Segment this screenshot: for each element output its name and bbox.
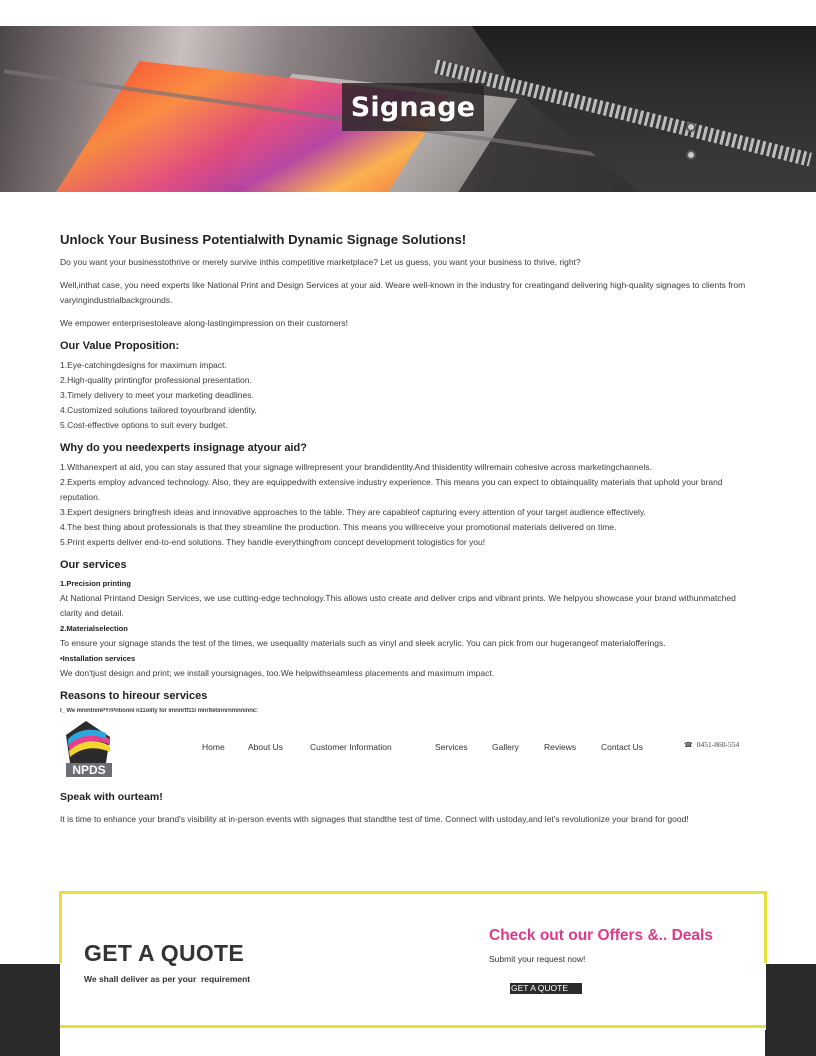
intro-paragraph-3: We empower enterprisestoleave along-lastingimpression on their customers! <box>60 318 349 328</box>
reasons-clipped-text: I_ We mnintninPYrPntionnl n11olity for imnnrtf11l mnrltetinnrnmnninnc: <box>60 708 258 714</box>
footer-band-left <box>0 964 60 1056</box>
list-item: 3.Timely delivery to meet your marketing deadlines. <box>60 390 254 400</box>
nav-about-us[interactable]: About Us <box>248 742 283 752</box>
service-description: We don'tjust design and print; we install yoursignages, too.We helpwithseamless placements and maximum impact. <box>60 668 495 678</box>
nav-contact-us[interactable]: Contact Us <box>601 742 644 752</box>
phone-link[interactable] <box>684 740 739 749</box>
service-item <box>60 622 760 651</box>
nav-services[interactable]: Services <box>435 742 468 752</box>
nav-reviews[interactable]: Reviews <box>544 742 577 752</box>
offers-title: Check out our Offers &.. Deals <box>489 927 713 944</box>
service-item <box>60 577 760 621</box>
hero-banner <box>0 26 816 192</box>
hero-title-box <box>342 83 484 131</box>
phone-icon: ☎ <box>684 741 693 749</box>
phone-number: 0451-860-554 <box>696 740 740 749</box>
service-name: 1.Precision printing <box>60 579 131 588</box>
offers-subtitle: Submit your request now! <box>489 954 586 964</box>
nav-customer-information[interactable]: Customer Information <box>310 742 392 752</box>
list-item: 3.Expert designers bringfresh ideas and innovative approaches to the table. They are capableof capturing every attention of your target audience effectively. <box>60 507 646 517</box>
service-name: 2.Materialselection <box>60 624 128 633</box>
service-description: To ensure your signage stands the test of the times, we usequality materials such as vinyl and sleek acrylic. You can pick from our hugerangeof materialofferings. <box>60 638 666 648</box>
speak-heading: Speak with ourteam! <box>60 791 163 803</box>
speak-text: It is time to enhance your brand's visibility at in-person events with signages that standthe test of time. Connect with ustoday,and let's revolutionize your brand for good! <box>60 814 689 824</box>
hero-title: Signage <box>350 91 476 123</box>
list-item: 4.Customized solutions tailored toyourbrand identity. <box>60 405 257 415</box>
main-content <box>60 232 760 717</box>
service-description: At National Printand Design Services, we use cutting-edge technology.This allows usto create and deliver crips and vibrant prints. We helpyou showcase your brand withunmatched clarity and detail. <box>60 593 736 618</box>
value-heading: Our Value Proposition: <box>60 340 180 352</box>
services-heading: Our services <box>60 559 127 571</box>
footer-band-right <box>765 964 816 1056</box>
experts-heading: Why do you needexperts insignage atyour aid? <box>60 442 307 454</box>
list-item: 5.Cost-effective options to suit every budget. <box>60 420 228 430</box>
logo-text: NPDS <box>72 763 106 777</box>
service-name: •Installation services <box>60 654 136 663</box>
list-item: 1.Withanexpert at aid, you can stay assured that your signage willrepresent your brandidentity.And thisidentity willremain cohesive across marketingchannels. <box>60 462 652 472</box>
list-item: 2.High-quality printingfor professional presentation. <box>60 375 252 385</box>
list-item: 2.Experts employ advanced technology. Also, they are equippedwith extensive industry experience. This means you can expect to obtainquality materials that uphold your brand reputation. <box>60 477 723 502</box>
nav-gallery[interactable]: Gallery <box>492 742 519 752</box>
list-item: 1.Eye-catchingdesigns for maximum impact. <box>60 360 227 370</box>
get-a-quote-button[interactable]: GET A QUOTE <box>510 983 582 994</box>
quote-title: GET A QUOTE <box>84 940 245 966</box>
service-item <box>60 652 760 681</box>
quote-subtitle: We shall deliver as per your requirement <box>84 974 251 984</box>
intro-paragraph-1: Do you want your businesstothrive or merely survive inthis competitive marketplace? Let us guess, you want your business to thrive, right? <box>60 257 581 267</box>
list-item: 4.The best thing about professionals is that they streamline the production. This means you willreceive your promotional materials delivered on time. <box>60 522 617 532</box>
value-list <box>60 358 760 433</box>
intro-paragraph-2: Well,inthat case, you need experts like National Print and Design Services at your aid. Weare well-known in the industry for creatingand delivering high-quality signages to clients from varyingindustrialbackgrounds. <box>60 280 746 305</box>
speak-section <box>60 791 760 835</box>
experts-list <box>60 460 760 550</box>
reasons-heading: Reasons to hireour services <box>60 690 208 702</box>
intro-heading: Unlock Your Business Potentialwith Dynamic Signage Solutions! <box>60 232 467 247</box>
nav-home[interactable]: Home <box>202 742 225 752</box>
list-item: 5.Print experts deliver end-to-end solutions. They handle everythingfrom concept development tologistics for you! <box>60 537 486 547</box>
